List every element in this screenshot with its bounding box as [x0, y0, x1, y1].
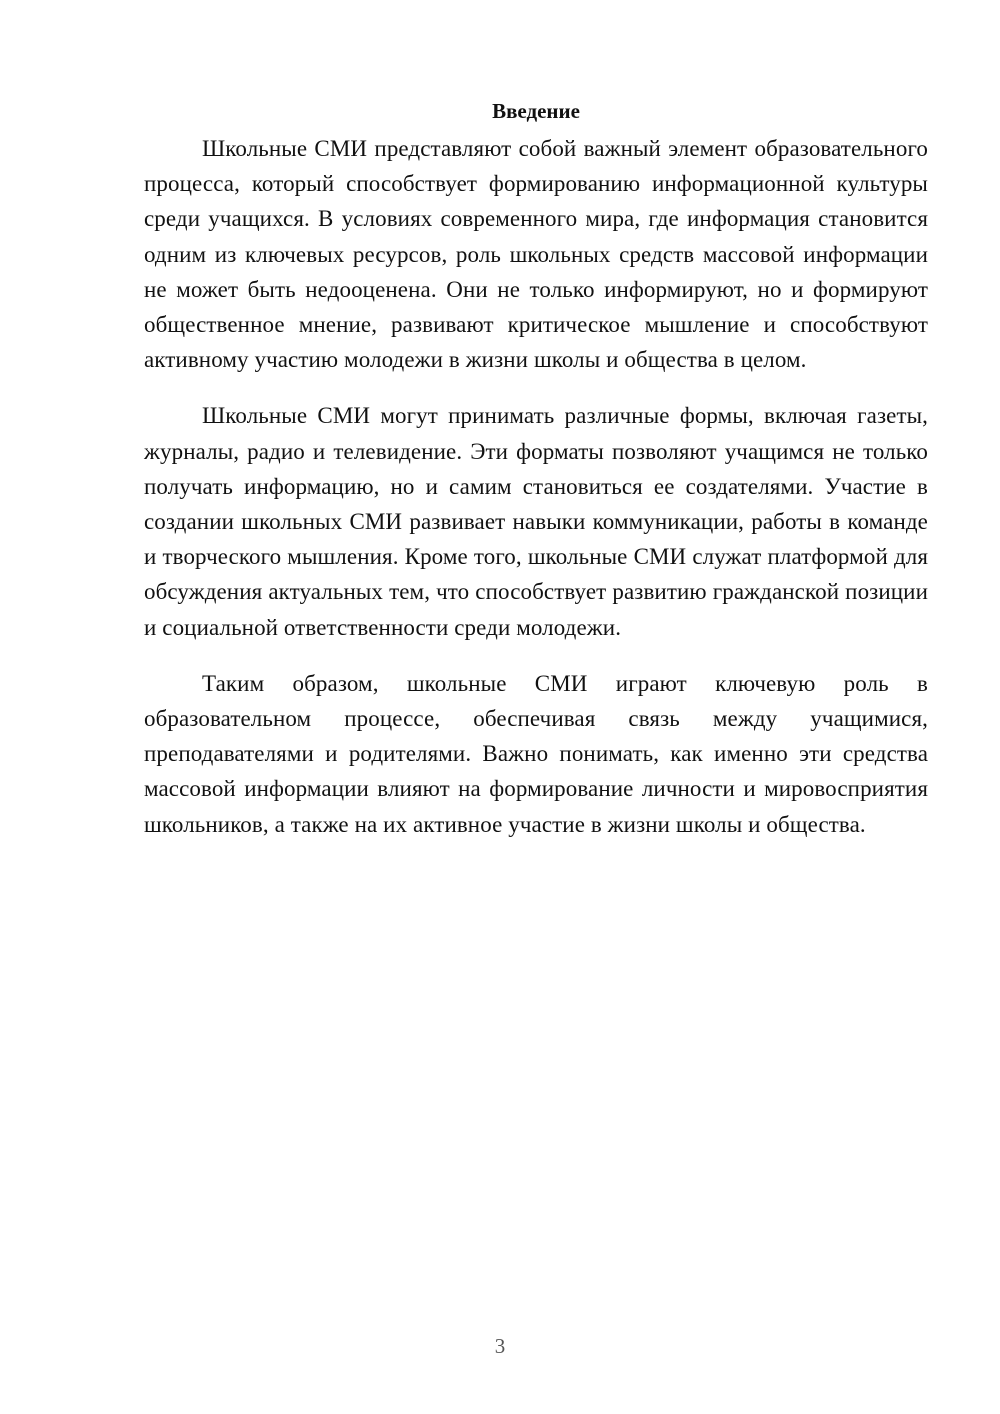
- paragraph-3: Таким образом, школьные СМИ играют ключевую роль в образовательном процессе, обеспечивая связь между учащимися, преподавателями и родителями. Важно понимать, как именно эти средства массовой информации влияют на формирование личности и мировосприятия школьников, а также на их активное участие в жизни школы и общества.: [144, 670, 928, 837]
- paragraph-1: Школьные СМИ представляют собой важный элемент образовательного процесса, который способствует формированию информационной культуры среди учащихся. В условиях современного мира, где информация становится одним из ключевых ресурсов, роль школьных средств массовой информации не может быть недооценена. Они не только информируют, но и формируют общественное мнение, развивают критическое мышление и способствуют активному участию молодежи в жизни школы и общества в целом.: [144, 136, 928, 373]
- section-title: Введение: [492, 99, 580, 123]
- paragraph-2: Школьные СМИ могут принимать различные формы, включая газеты, журналы, радио и телевидение. Эти форматы позволяют учащимся не только получать информацию, но и самим становиться ее создателями. Участие в создании школьных СМИ развивает навыки коммуникации, работы в команде и творческого мышления. Кроме того, школьные СМИ служат платформой для обсуждения актуальных тем, что способствует развитию гражданской позиции и социальной ответственности среди молодежи.: [144, 403, 928, 640]
- page-content: [144, 96, 928, 863]
- page-number: 3: [494, 1334, 506, 1358]
